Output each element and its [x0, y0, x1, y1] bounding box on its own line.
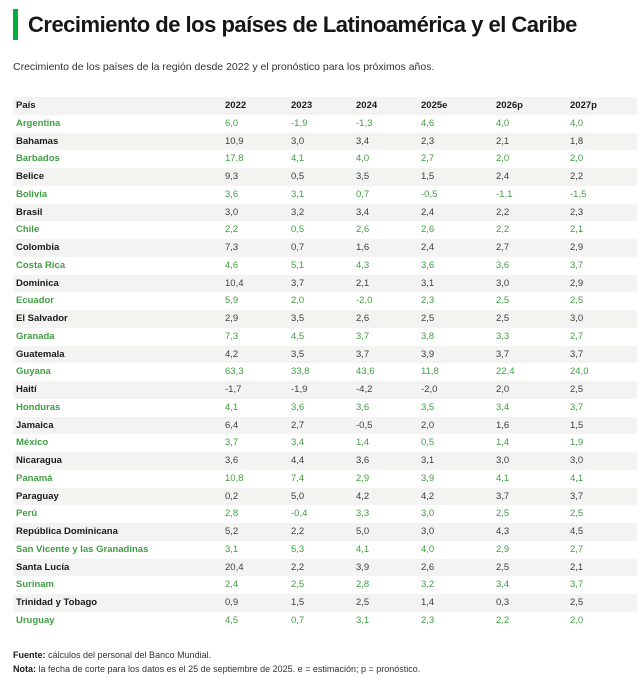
- country-name-cell: Barbados: [16, 153, 60, 165]
- value-cell: 3,0: [225, 206, 239, 218]
- value-cell: 2,3: [421, 135, 435, 147]
- value-cell: 0,9: [225, 597, 239, 608]
- note-text: la fecha de corte para los datos es el 25 de septiembre de 2025. e = estimación; p = pronóstico.: [36, 664, 421, 674]
- table-header-row: [13, 97, 637, 115]
- value-cell: 2,3: [421, 614, 435, 626]
- country-name-cell: Argentina: [16, 117, 61, 129]
- value-cell: 2,9: [225, 313, 239, 324]
- value-cell: 5,2: [225, 526, 239, 537]
- value-cell: 4,0: [356, 153, 370, 165]
- value-cell: 3,7: [570, 490, 584, 502]
- value-cell: 6,4: [225, 419, 239, 431]
- table-row: [13, 150, 637, 168]
- value-cell: 2,2: [570, 171, 584, 182]
- footnotes: [13, 648, 627, 677]
- value-cell: 3,9: [421, 348, 435, 360]
- value-cell: 3,0: [570, 313, 584, 324]
- country-name-cell: Dominica: [16, 277, 59, 289]
- value-cell: 7,3: [225, 330, 239, 342]
- value-cell: 22,4: [496, 366, 515, 378]
- country-name-cell: Panamá: [16, 472, 53, 484]
- source-text: cálculos del personal del Banco Mundial.: [45, 649, 212, 660]
- value-cell: 4,1: [291, 153, 305, 165]
- value-cell: 3,6: [356, 455, 370, 466]
- value-cell: 3,6: [496, 259, 510, 271]
- value-cell: 0,7: [356, 188, 370, 200]
- value-cell: 10,8: [225, 472, 244, 484]
- value-cell: 2,5: [496, 313, 510, 324]
- value-cell: 2,1: [356, 277, 370, 289]
- table-row: [13, 328, 637, 346]
- value-cell: 3,7: [570, 579, 584, 591]
- value-cell: 2,5: [570, 508, 584, 520]
- value-cell: 3,4: [356, 206, 370, 218]
- value-cell: 2,5: [496, 508, 510, 520]
- value-cell: 3,7: [356, 330, 370, 342]
- value-cell: 4,4: [291, 455, 305, 466]
- table-row: [13, 204, 637, 222]
- value-cell: 5,9: [225, 295, 239, 307]
- value-cell: 2,4: [225, 579, 239, 591]
- value-cell: -1,5: [570, 188, 587, 200]
- country-name-cell: Nicaragua: [16, 455, 62, 466]
- value-cell: 6,0: [225, 117, 239, 129]
- value-cell: -1,7: [225, 384, 242, 395]
- value-cell: -1,1: [496, 188, 513, 200]
- value-cell: 11,8: [421, 366, 439, 378]
- country-name-cell: El Salvador: [16, 313, 68, 324]
- column-header-2022: 2022: [225, 100, 247, 111]
- value-cell: 2,0: [291, 295, 305, 307]
- value-cell: 3,5: [356, 171, 370, 182]
- value-cell: 5,3: [291, 543, 305, 555]
- country-name-cell: Belice: [16, 171, 44, 182]
- value-cell: 2,2: [496, 206, 510, 218]
- value-cell: 3,1: [225, 543, 239, 555]
- value-cell: -2,0: [356, 295, 373, 307]
- value-cell: 1,4: [421, 597, 435, 608]
- value-cell: 4,1: [356, 543, 370, 555]
- value-cell: 2,6: [421, 561, 435, 573]
- value-cell: 3,3: [356, 508, 370, 520]
- value-cell: 1,5: [421, 171, 435, 182]
- page-title: Crecimiento de los países de Latinoamérica y el Caribe: [28, 12, 577, 37]
- value-cell: 3,4: [356, 135, 370, 147]
- value-cell: 4,2: [421, 490, 435, 502]
- table-row: [13, 541, 637, 559]
- table-row: [13, 434, 637, 452]
- country-name-cell: Jamaica: [16, 419, 54, 431]
- value-cell: 3,0: [421, 508, 435, 520]
- table-row: [13, 257, 637, 275]
- value-cell: 4,2: [225, 348, 239, 360]
- value-cell: 3,7: [570, 259, 584, 271]
- country-name-cell: Costa Rica: [16, 259, 66, 271]
- value-cell: -0,5: [421, 188, 438, 200]
- value-cell: 2,2: [225, 224, 239, 236]
- value-cell: 3,6: [225, 188, 239, 200]
- value-cell: -1,9: [291, 117, 308, 129]
- note-line: [13, 662, 627, 677]
- value-cell: 3,7: [225, 437, 239, 449]
- value-cell: 4,5: [570, 526, 584, 537]
- value-cell: 3,4: [496, 579, 510, 591]
- value-cell: 20,4: [225, 561, 244, 573]
- value-cell: 3,1: [421, 277, 435, 289]
- table-row: [13, 470, 637, 488]
- value-cell: 4,6: [225, 259, 239, 271]
- value-cell: 3,0: [570, 455, 584, 466]
- title-block: [13, 9, 627, 40]
- page-subtitle: Crecimiento de los países de la región desde 2022 y el pronóstico para los próximos años.: [13, 61, 435, 73]
- value-cell: 3,6: [291, 401, 305, 413]
- value-cell: 5,0: [291, 490, 305, 502]
- growth-table: [13, 97, 637, 630]
- value-cell: 3,7: [356, 348, 370, 360]
- column-header-2027p: 2027p: [570, 100, 597, 111]
- value-cell: 2,1: [570, 224, 584, 236]
- country-name-cell: Guatemala: [16, 348, 65, 360]
- column-header-2026p: 2026p: [496, 100, 523, 111]
- value-cell: 3,1: [421, 455, 435, 466]
- source-line: [13, 648, 627, 663]
- table-row: [13, 168, 637, 186]
- value-cell: 2,9: [496, 543, 510, 555]
- table-row: [13, 576, 637, 594]
- table-row: [13, 594, 637, 612]
- value-cell: 4,1: [496, 472, 510, 484]
- value-cell: 2,2: [496, 614, 510, 626]
- value-cell: 3,1: [291, 188, 305, 200]
- value-cell: 3,6: [356, 401, 370, 413]
- table-row: [13, 399, 637, 417]
- table-row: [13, 346, 637, 364]
- value-cell: 3,9: [421, 472, 435, 484]
- value-cell: 2,7: [570, 330, 584, 342]
- value-cell: -2,0: [421, 384, 438, 395]
- value-cell: 2,9: [356, 472, 370, 484]
- value-cell: 1,4: [496, 437, 510, 449]
- table-row: [13, 523, 637, 541]
- table-row: [13, 505, 637, 523]
- value-cell: 17,8: [225, 153, 244, 165]
- value-cell: 2,0: [421, 419, 435, 431]
- table-row: [13, 292, 637, 310]
- value-cell: 3,6: [421, 259, 435, 271]
- value-cell: 1,6: [356, 242, 370, 253]
- value-cell: 2,1: [496, 135, 510, 147]
- value-cell: 2,8: [356, 579, 370, 591]
- value-cell: 2,6: [356, 313, 370, 324]
- value-cell: 2,6: [421, 224, 435, 236]
- value-cell: 2,7: [291, 419, 305, 431]
- value-cell: 2,5: [570, 597, 584, 608]
- value-cell: 2,5: [496, 295, 510, 307]
- table-row: [13, 186, 637, 204]
- value-cell: 5,0: [356, 526, 370, 537]
- value-cell: 0,5: [421, 437, 435, 449]
- value-cell: 3,7: [570, 401, 584, 413]
- value-cell: 3,0: [496, 277, 510, 289]
- country-name-cell: Ecuador: [16, 295, 55, 307]
- value-cell: 10,9: [225, 135, 244, 147]
- value-cell: 2,5: [496, 561, 510, 573]
- value-cell: 4,5: [291, 330, 305, 342]
- value-cell: 4,0: [496, 117, 510, 129]
- value-cell: 4,1: [225, 401, 239, 413]
- value-cell: 1,5: [291, 597, 305, 608]
- table-row: [13, 133, 637, 151]
- table-row: [13, 275, 637, 293]
- country-name-cell: Guyana: [16, 366, 51, 378]
- value-cell: 2,7: [496, 242, 510, 253]
- value-cell: 4,5: [225, 614, 239, 626]
- value-cell: 4,3: [496, 526, 510, 537]
- value-cell: 1,4: [356, 437, 370, 449]
- value-cell: 4,1: [570, 472, 584, 484]
- value-cell: 2,6: [356, 224, 370, 236]
- value-cell: 2,3: [570, 206, 584, 218]
- value-cell: 3,5: [421, 401, 435, 413]
- value-cell: 3,4: [496, 401, 510, 413]
- country-name-cell: Trinidad y Tobago: [16, 597, 98, 608]
- table-row: [13, 310, 637, 328]
- country-name-cell: República Dominicana: [16, 526, 118, 537]
- value-cell: 2,7: [570, 543, 584, 555]
- value-cell: 2,5: [291, 579, 305, 591]
- value-cell: 9,3: [225, 171, 239, 182]
- value-cell: 4,6: [421, 117, 435, 129]
- value-cell: 33,8: [291, 366, 310, 378]
- value-cell: 2,0: [496, 153, 510, 165]
- value-cell: 7,4: [291, 472, 305, 484]
- value-cell: 3,8: [421, 330, 435, 342]
- value-cell: 43,6: [356, 366, 375, 378]
- value-cell: 2,4: [421, 206, 435, 218]
- country-name-cell: Bolivia: [16, 188, 48, 200]
- value-cell: 2,1: [570, 561, 584, 573]
- value-cell: 3,5: [291, 348, 305, 360]
- source-label: Fuente:: [13, 649, 46, 660]
- country-name-cell: Chile: [16, 224, 40, 236]
- value-cell: 3,5: [291, 313, 305, 324]
- country-name-cell: Granada: [16, 330, 55, 342]
- country-name-cell: México: [16, 437, 49, 449]
- value-cell: -0,5: [356, 419, 373, 431]
- value-cell: -0,4: [291, 508, 308, 520]
- value-cell: 0,2: [225, 490, 239, 502]
- value-cell: 2,0: [570, 614, 584, 626]
- value-cell: 1,8: [570, 135, 584, 147]
- value-cell: 24,0: [570, 366, 589, 378]
- value-cell: 3,9: [356, 561, 370, 573]
- value-cell: 2,4: [421, 242, 435, 253]
- value-cell: 0,7: [291, 242, 305, 253]
- value-cell: 2,2: [496, 224, 510, 236]
- value-cell: 10,4: [225, 277, 244, 289]
- table-row: [13, 239, 637, 257]
- value-cell: 5,1: [291, 259, 305, 271]
- value-cell: 3,7: [570, 348, 584, 360]
- value-cell: 0,5: [291, 224, 305, 236]
- value-cell: 2,0: [570, 153, 584, 165]
- value-cell: -1,3: [356, 117, 373, 129]
- table-row: [13, 559, 637, 577]
- country-name-cell: Haití: [16, 384, 37, 395]
- value-cell: 3,0: [291, 135, 305, 147]
- column-header-country: País: [16, 100, 36, 111]
- table-row: [13, 221, 637, 239]
- country-name-cell: Surinam: [16, 579, 55, 591]
- country-name-cell: Santa Lucía: [16, 561, 70, 573]
- page: [0, 9, 640, 688]
- value-cell: 2,2: [291, 526, 305, 537]
- value-cell: 0,5: [291, 171, 305, 182]
- value-cell: 2,7: [421, 153, 435, 165]
- country-name-cell: San Vicente y las Granadinas: [16, 543, 149, 555]
- country-name-cell: Brasil: [16, 206, 43, 218]
- value-cell: 3,7: [496, 490, 510, 502]
- value-cell: 2,5: [421, 313, 435, 324]
- column-header-2025e: 2025e: [421, 100, 448, 111]
- value-cell: 2,9: [570, 277, 584, 289]
- table-row: [13, 488, 637, 506]
- value-cell: 1,6: [496, 419, 510, 431]
- value-cell: 2,5: [356, 597, 370, 608]
- value-cell: 0,7: [291, 614, 305, 626]
- table-row: [13, 452, 637, 470]
- value-cell: 2,8: [225, 508, 239, 520]
- table-row: [13, 612, 637, 630]
- value-cell: 0,3: [496, 597, 510, 608]
- value-cell: 4,3: [356, 259, 370, 271]
- country-name-cell: Perú: [16, 508, 38, 520]
- table-row: [13, 115, 637, 133]
- country-name-cell: Bahamas: [16, 135, 59, 147]
- value-cell: 4,2: [356, 490, 370, 502]
- value-cell: 4,0: [570, 117, 584, 129]
- country-name-cell: Colombia: [16, 242, 60, 253]
- value-cell: -4,2: [356, 384, 373, 395]
- value-cell: 2,5: [570, 295, 584, 307]
- value-cell: 7,3: [225, 242, 239, 253]
- value-cell: 3,3: [496, 330, 510, 342]
- column-header-2023: 2023: [291, 100, 313, 111]
- value-cell: 2,2: [291, 561, 305, 573]
- value-cell: 3,2: [291, 206, 305, 218]
- value-cell: 2,9: [570, 242, 584, 253]
- column-header-2024: 2024: [356, 100, 378, 111]
- value-cell: 3,0: [421, 526, 435, 537]
- value-cell: 3,7: [291, 277, 305, 289]
- value-cell: 3,2: [421, 579, 435, 591]
- value-cell: 2,0: [496, 384, 510, 395]
- value-cell: 3,6: [225, 455, 239, 466]
- value-cell: 3,7: [496, 348, 510, 360]
- value-cell: 3,4: [291, 437, 305, 449]
- value-cell: 63,3: [225, 366, 244, 378]
- value-cell: 2,4: [496, 171, 510, 182]
- country-name-cell: Honduras: [16, 401, 61, 413]
- country-name-cell: Paraguay: [16, 490, 59, 502]
- country-name-cell: Uruguay: [16, 614, 55, 626]
- value-cell: 3,0: [496, 455, 510, 466]
- table-row: [13, 363, 637, 381]
- value-cell: 3,1: [356, 614, 370, 626]
- value-cell: 4,0: [421, 543, 435, 555]
- note-label: Nota:: [13, 664, 36, 674]
- table-row: [13, 417, 637, 435]
- value-cell: 2,3: [421, 295, 435, 307]
- table-row: [13, 381, 637, 399]
- value-cell: -1,9: [291, 384, 308, 395]
- value-cell: 1,5: [570, 419, 584, 431]
- value-cell: 1,9: [570, 437, 584, 449]
- value-cell: 2,5: [570, 384, 584, 395]
